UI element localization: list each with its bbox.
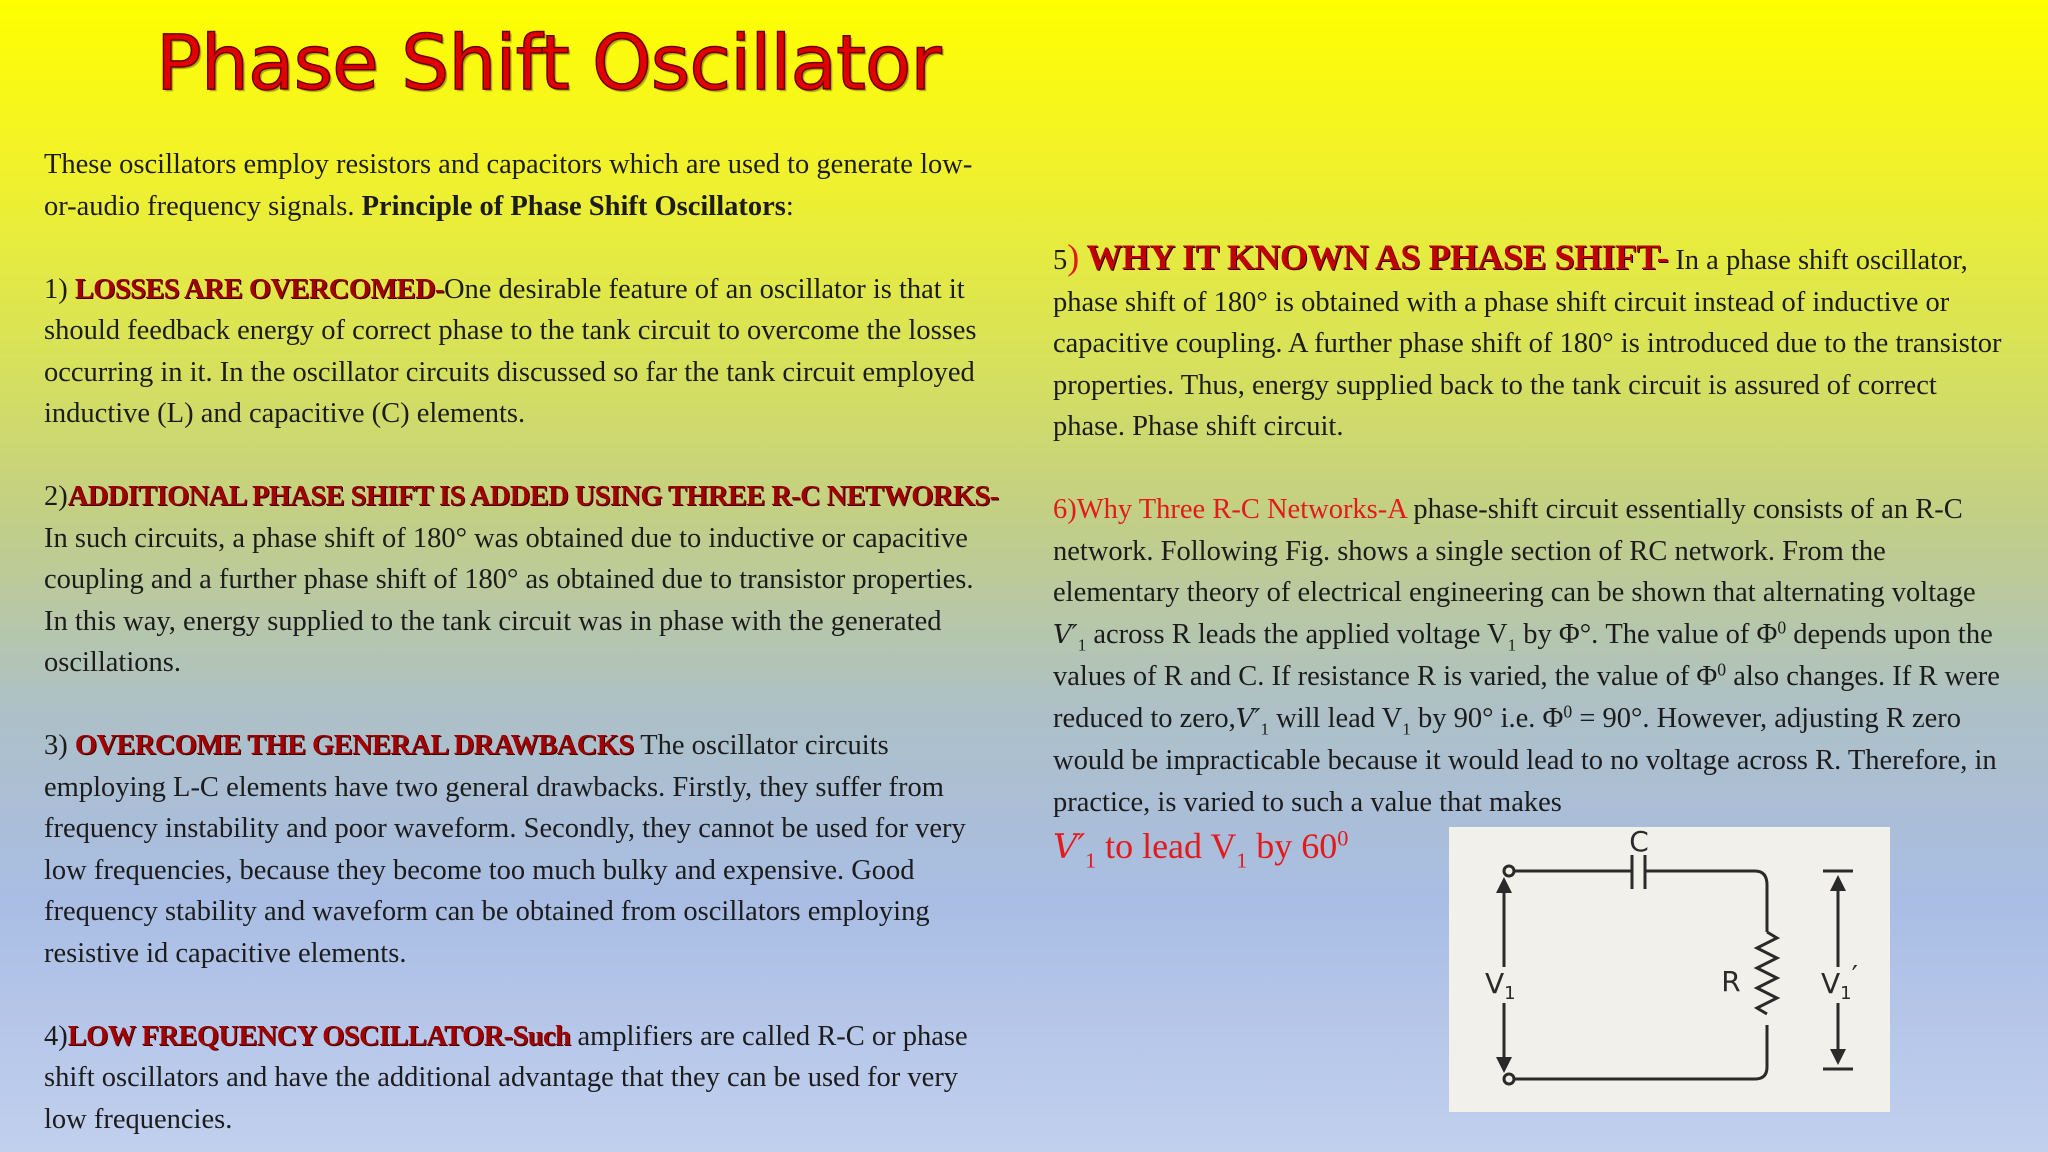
point-5-heading: WHY IT KNOWN AS PHASE SHIFT- — [1086, 237, 1669, 277]
input-arrowhead-top — [1496, 877, 1512, 893]
intro-bold: Principle of Phase Shift Oscillators — [361, 190, 786, 222]
point-2: 2)ADDITIONAL PHASE SHIFT IS ADDED USING THREE R-C NETWORKS- In such circuits, a phase shift of 180° was obtained due to inductive or capacitive coupling and a further phase shift of 180° as obtained due to transistor properties. In this way, energy supplied to the tank circuit was in phase with the generated oscillations. — [44, 481, 999, 678]
output-arrowhead-top — [1830, 875, 1846, 891]
intro-paragraph: These oscillators employ resistors and capacitors which are used to generate low-or-audio frequency signals. Principle of Phase Shift Oscillators: — [44, 149, 973, 222]
point-3-body: The oscillator circuits employing L-C elements have two general drawbacks. Firstly, they suffer from frequency instability and poor waveform. Secondly, they cannot be used for very low frequencies, because they become too much bulky and expensive. Good frequency stability and waveform can be obtained from oscillators employing resistive id capacitive elements. — [44, 730, 966, 969]
point-2-heading: ADDITIONAL PHASE SHIFT IS ADDED USING THREE R-C NETWORKS- — [67, 481, 999, 512]
point-1-body: One desirable feature of an oscillator is that it should feedback energy of correct phase to the tank circuit to overcome the losses occurring in it. In the oscillator circuits discussed so far the tank circuit employed inductive (L) and capacitive (C) elements. — [44, 273, 977, 429]
circuit-wires — [1504, 855, 1853, 1079]
point-6-heading: 6)Why Three R-C Networks-A — [1053, 494, 1407, 525]
point-5: 5) WHY IT KNOWN AS PHASE SHIFT- In a phase shift oscillator, phase shift of 180° is obtained with a phase shift circuit instead of inductive or capacitive coupling. A further phase shift of 180° is introduced due to the transistor properties. Thus, energy supplied back to the tank circuit is assured of correct phase. Phase shift circuit. — [1053, 237, 2002, 442]
point-4-body: amplifiers are called R-C or phase shift oscillators and have the additional advantage that they can be used for very low frequencies. — [44, 1020, 968, 1135]
point-5-body: In a phase shift oscillator, phase shift of 180° is obtained with a phase shift circuit instead of inductive or capacitive coupling. A further phase shift of 180° is introduced due to the transistor properties. Thus, energy supplied back to the tank circuit is assured of correct phase. Phase shift circuit. — [1053, 245, 2002, 442]
v1-prime-symbol: V′ — [1053, 619, 1078, 650]
rc-circuit-diagram — [1449, 827, 1890, 1112]
input-voltage-label: $V_1$ — [1485, 967, 1516, 1004]
point-4-heading: LOW FREQUENCY OSCILLATOR-Such — [67, 1020, 571, 1052]
point-2-body: In such circuits, a phase shift of 180° was obtained due to inductive or capacitive coupling and a further phase shift of 180° as obtained due to transistor properties. In this way, energy supplied to the tank circuit was in phase with the generated oscillations. — [44, 522, 974, 678]
rc-network-figure — [1449, 827, 1890, 1112]
capacitor-label: C — [1629, 827, 1649, 858]
output-wire-top — [1645, 871, 1767, 932]
point-3: 3) OVERCOME THE GENERAL DRAWBACKS The oscillator circuits employing L-C elements have two general drawbacks. Firstly, they suffer from frequency instability and poor waveform. Secondly, they cannot be used for very low frequencies, because they become too much bulky and expensive. Good frequency stability and waveform can be obtained from oscillators employing resistive id capacitive elements. — [44, 730, 966, 969]
point-1-heading: LOSSES ARE OVERCOMED- — [74, 273, 444, 305]
slide-title: Phase Shift Oscillator — [156, 18, 941, 107]
resistor-zigzag — [1757, 932, 1777, 1014]
right-column — [1053, 237, 2013, 873]
point-6: 6)Why Three R-C Networks-A phase-shift circuit essentially consists of an R-C network. Following Fig. shows a single section of RC network. From the elementary theory of electrical engineering can be shown that alternating voltage $V'_1$ across R leads the applied voltage $V_1$ by Φ°. The value of $\Phi^0$ depends upon the values of R and C. If resistance R is varied, the value of $\Phi^0$ also changes. If R were reduced to $zero,V'_1$ will lead $V_1$ by 90° i.e. $\Phi^0 = 90^\circ$. However, adjusting R zero would be impracticable because it would lead to no voltage across R. Therefore, in practice, is varied to such a value that makes — [1053, 494, 2000, 818]
point-4: 4)LOW FREQUENCY OSCILLATOR-Such amplifiers are called R-C or phase shift oscillators and have the additional advantage that they can be used for very low frequencies. — [44, 1020, 968, 1135]
input-terminal-bottom — [1504, 1074, 1514, 1084]
point-6-conclusion: $V'_1$ to lead $V_1$ by $60^0$ — [1053, 825, 1349, 873]
bottom-wire — [1509, 1025, 1767, 1079]
point-3-heading: OVERCOME THE GENERAL DRAWBACKS — [74, 730, 634, 761]
left-column — [44, 144, 1004, 1140]
output-arrowhead-bottom — [1830, 1049, 1846, 1065]
input-arrowhead-bottom — [1496, 1057, 1512, 1073]
input-terminal-top — [1504, 866, 1514, 876]
output-voltage-label: $V_1'$ — [1821, 959, 1858, 1004]
resistor-label: R — [1721, 965, 1741, 998]
point-1: 1) LOSSES ARE OVERCOMED-One desirable feature of an oscillator is that it should feedback energy of correct phase to the tank circuit to overcome the losses occurring in it. In the oscillator circuits discussed so far the tank circuit employed inductive (L) and capacitive (C) elements. — [44, 273, 977, 429]
intro-text: These oscillators employ resistors and capacitors which are used to generate low-or-audio frequency signals. — [44, 149, 973, 222]
